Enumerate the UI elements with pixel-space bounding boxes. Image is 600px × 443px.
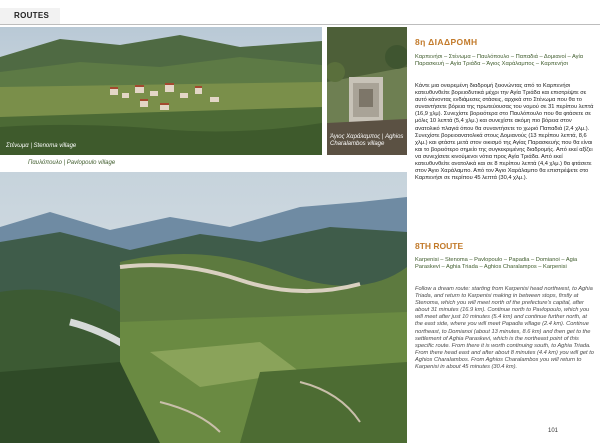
header-rule bbox=[0, 24, 600, 25]
caption-pavlopoulo: Παυλόπουλο | Pavlopoulo village bbox=[28, 160, 116, 166]
caption-stenoma: Στένωμα | Stenoma village bbox=[6, 143, 77, 149]
page-header bbox=[0, 8, 600, 26]
greek-route-title: 8η ΔΙΑΔΡΟΜΗ bbox=[415, 37, 478, 47]
english-route-list: Karpenisi – Stenoma – Pavlopoulo – Papadia – Domianoi – Agia Paraskevi – Aghia Triada – Aghios Charalampos – Karpenisi bbox=[415, 257, 578, 271]
english-route-title: 8TH ROUTE bbox=[415, 241, 464, 251]
page-number: 101 bbox=[548, 428, 559, 434]
photo-stenoma bbox=[0, 27, 322, 155]
greek-route-list: Καρπενήσι – Στένωμα – Παυλόπουλο – Παπαδιά – Δομιανοί – Αγία Παρασκευή – Αγία Τριάδα – Άγιος Χαράλαμπος – Καρπενήσι bbox=[415, 54, 584, 68]
greek-route-body: Κάντε μια ονειρεμένη διαδρομή ξεκινώντας από το Καρπενήσι κατευθυνθείτε βορειοδυτικά μέχρι την Αγία Τριάδα και επιστρέψτε σε αυτό κάνοντας ενδιάμεσες στάσεις, αρχικά στο Στένωμα που θα το συναντήσετε βόρεια της πρωτεύουσας του νομού σε 31 περίπου λεπτά (16,9 χλμ). Συνεχίστε βορειότερα στο Παυλόπουλο που θα φτάσετε σε μόλις 10 λεπτά (5,4 χλμ.) και συνεχίστε ακόμη πιο βόρεια στον ανατολικό πλαγιά όπου θα συναντήσετε το χωριό Παπαδιά (2,4 χλμ.). Συνεχίστε βορειοανατολικά στους Δομιανούς (13 περίπου λεπτά, 8,6 χλμ.) και φτάστε μετά στον οικισμό της Αγίας Παρασκευής που θα είναι και το βορειότερο σημείο της συγκεκριμένης διαδρομής. Από εκεί αξίζει να συνεχίσετε κινούμενοι νότια προς Αγία Τριάδα. Από εκεί κατευθυνθείτε ανατολικά και σε 8 περίπου λεπτά (4,4 χλμ.) θα φτάσετε στον Άγιο Χαράλαμπο. Από τον Άγιο Χαράλαμπο θα επιστρέψετε στο Καρπενήσι σε περίπου 45 λεπτά (30,4 χλμ.). bbox=[415, 83, 594, 182]
caption-agios-charalampos: Άγιος Χαράλαμπος | Aghios Charalambos village bbox=[330, 134, 404, 147]
english-route-body: Follow a dream route: starting from Karpenisi head northwest, to Aghia Triada, and return to Karpenisi making in between stops, firstly at Stenoma, which you will meet north of the prefecture's capital, after about 31 minutes (16.9 km). Continue north to Pavlopoulo, which you will meet after just 10 minutes (5.4 km) and continue further north, at the east side, where you will meet Papadia village (2.4 km). Continue northeast, to Domianoi (about 13 minutes, 8.6 km) and then get to the settlement of Aghia Paraskevi, which is the northeast point of this specific route. From there it is worth continuing south, to Aghia Triada. From there head east and after about 8 minutes (4.4 km) you will get to Aghios Charalambos. From Aghios Charalambos you will return to Karpenisi in about 45 minutes (30.4 km). bbox=[415, 286, 594, 371]
section-label: ROUTES bbox=[14, 11, 50, 20]
photo-pavlopoulo bbox=[0, 172, 407, 443]
